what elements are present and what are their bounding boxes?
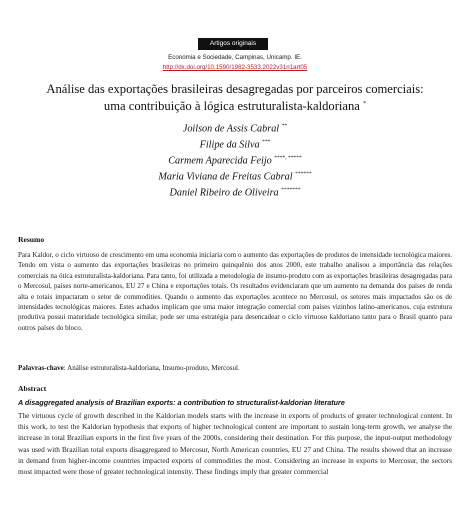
keywords <box>18 364 452 372</box>
title-line-2: uma contribuição à lógica estruturalista-kaldoriana <box>103 99 360 114</box>
abstract-text: The virtuous cycle of growth described in the Kaldorian models starts with the increase in exports of products of greater technological content. In this work, to test the Kaldorian hypothesis that exports of higher technological content are important to sustain long-term growth, we analyse the increase in total Brazilian exports in the first five years of the 2000s, considering their destination. For this purpose, the input-output methodology was used with Brazilian total exports disaggregated to Mercosur, North American countries, EU 27 and China. The results showed that an increase in demand from higher-income countries impacted exports of commodities the most. Considering an increase in exports to Mercosur, the sectors most impacted were those of greater technological intensity. These findings imply that greater commercial <box>18 411 452 477</box>
doi-link[interactable]: http://dx.doi.org/10.1590/1982-3533.2022v31n1art05 <box>162 64 308 71</box>
author: Maria Viviana de Freitas Cabral ****** <box>158 170 312 183</box>
abstract-heading: Abstract <box>18 384 47 393</box>
resumo-text: Para Kaldor, o ciclo virtuoso de crescimento em uma economia iniciaria com o aumento das exportações de produtos de intensidade tecnológica maiores. Tendo em vista o aumento das exportações brasileiras no primeiro quinquênio dos anos 2000, este trabalho analisou a importância das relações comerciais na ótica estruturalista-kaldoriana. Para tanto, foi utilizada a metodologia de insumo-produto com as exportações brasileiras desagregadas para o Mercosul, países norte-americanos, EU 27 e China e exportações totais. Os resultados evidenciaram que um aumento na demanda dos países de renda alta e totais impactaram o setor de commodities. Quando o aumento das exportações acontece no Mercosul, os setores mais impactados são os de intensidades tecnológicas maiores. Estes achados implicam que uma maior integração comercial com países vizinhos latino-americanos, cuja estrutura produtiva possui maturidade tecnológica similar, pode ser uma estratégia para desencadear o ciclo virtuoso kaldoriano tanto para o Brasil quanto para outros países do bloco. <box>18 251 452 332</box>
article-title <box>20 82 450 114</box>
title-line-1: Análise das exportações brasileiras desagregadas por parceiros comerciais: <box>46 82 424 96</box>
resumo-heading: Resumo <box>18 235 45 244</box>
author: Filipe da Silva *** <box>199 138 271 151</box>
keywords-label: Palavras-chave <box>18 364 64 372</box>
author: Daniel Ribeiro de Oliveira ******* <box>169 186 301 199</box>
section-badge: Artigos originais <box>198 38 268 50</box>
author-list <box>0 120 470 200</box>
journal-name: Economia e Sociedade, Campinas, Unicamp. IE. <box>168 54 302 61</box>
keywords-text: : Análise estruturalista-kaldoriana, Insumo-produto, Mercosul. <box>63 364 240 372</box>
author: Carmem Aparecida Feijo ****, ***** <box>168 154 302 167</box>
author: Joilson de Assis Cabral ** <box>182 123 288 135</box>
title-footnote-mark: * <box>363 101 367 107</box>
abstract-title: A disaggregated analysis of Brazilian exports: a contribution to structuralist-kaldorian literature <box>18 398 345 407</box>
